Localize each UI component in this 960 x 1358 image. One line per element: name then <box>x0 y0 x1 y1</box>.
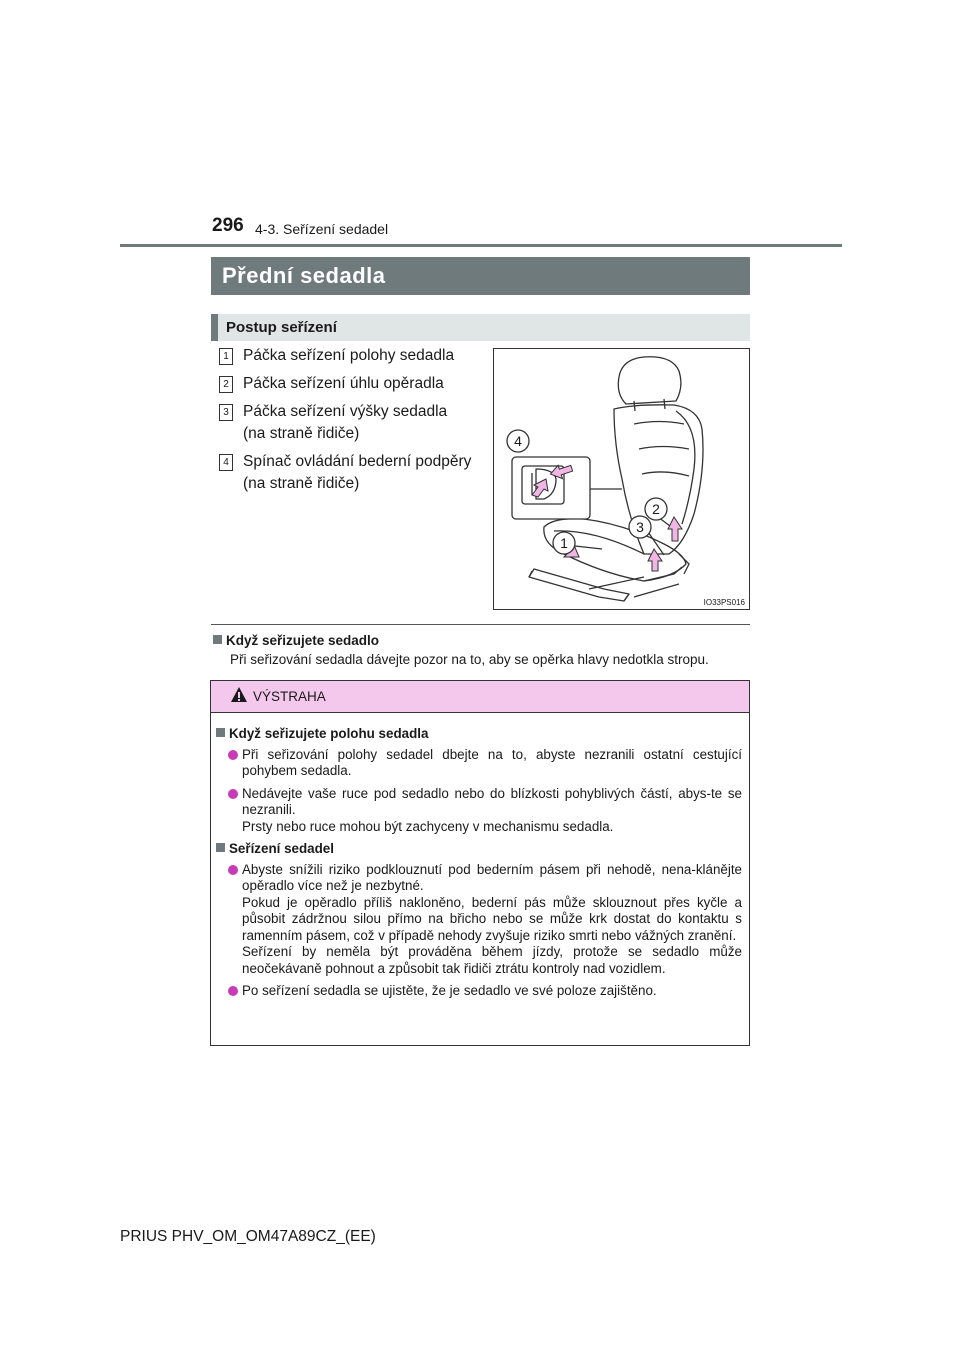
figure-code: IO33PS016 <box>703 598 745 607</box>
item-text: Páčka seřízení úhlu opěradla <box>243 375 444 392</box>
warning-bullet: Nedávejte vaše ruce pod sedadlo nebo do blízkosti pohyblivých částí, abys-te se nezranili. Prsty nebo ruce mohou být zachyceny v mechanismu sedadla. <box>216 786 742 836</box>
bullet-dot-icon <box>228 789 238 799</box>
subsection-title: Postup seřízení <box>211 314 750 341</box>
warning-bullet: Při seřizování polohy sedadel dbejte na to, abyste nezranili ostatní cestující pohybem sedadla. <box>216 747 742 780</box>
warning-label: VÝSTRAHA <box>253 689 326 704</box>
warning-content <box>211 713 749 1000</box>
section-label: 4-3. Seřízení sedadel <box>255 221 389 237</box>
warning-section-heading: Seřízení sedadel <box>216 841 742 858</box>
item-list <box>213 345 493 501</box>
warning-triangle-icon <box>230 686 248 703</box>
footer-doc-code: PRIUS PHV_OM_OM47A89CZ_(EE) <box>120 1228 376 1245</box>
item-text: (na straně řidiče) <box>243 475 360 492</box>
item-text: Páčka seřízení polohy sedadla <box>243 347 455 364</box>
square-bullet-icon <box>213 635 222 644</box>
page-title: Přední sedadla <box>211 257 750 295</box>
item-number: 4 <box>219 454 233 471</box>
bullet-dot-icon <box>228 750 238 760</box>
page-number: 296 <box>212 215 244 236</box>
note-body: Při seřizování sedadla dávejte pozor na to, aby se opěrka hlavy nedotkla stropu. <box>230 652 709 667</box>
square-bullet-icon <box>216 728 225 737</box>
item-text: (na straně řidiče) <box>243 425 360 442</box>
callout-1: 1 <box>560 535 568 551</box>
square-bullet-icon <box>216 843 225 852</box>
bullet-dot-icon <box>228 986 238 996</box>
callout-2: 2 <box>652 501 660 517</box>
seat-drawing <box>494 349 749 609</box>
note-title: Když seřizujete sedadlo <box>213 633 379 648</box>
list-item <box>213 345 493 367</box>
header-rule <box>120 244 842 247</box>
warning-section-heading: Když seřizujete polohu sedadla <box>216 726 742 743</box>
callout-3: 3 <box>636 519 644 535</box>
warning-header <box>211 681 749 713</box>
divider <box>211 624 750 625</box>
warning-bullet: Abyste snížili riziko podklouznutí pod bederním pásem při nehodě, nena-klánějte opěradlo více než je nezbytné. Pokud je opěradlo příliš nakloněno, bederní pás může sklouznout přes kyčle a působit zádržnou silou přímo na břicho nebo se může krk dostat do kontaktu s ramenním pásem, což v případě nehody zvyšuje riziko smrti nebo vážných zranění. Seřízení by neměla být prováděna během jízdy, protože se sedadlo může neočekávaně pohnout a způsobit tak řidiči ztrátu kontroly nad vozidlem. <box>216 862 742 978</box>
item-text: Páčka seřízení výšky sedadla <box>243 403 448 420</box>
item-text: Spínač ovládání bederní podpěry <box>243 453 472 470</box>
list-item <box>213 451 493 495</box>
seat-illustration <box>493 348 750 610</box>
list-item <box>213 373 493 395</box>
callout-4: 4 <box>514 433 522 449</box>
item-number: 2 <box>219 376 233 393</box>
warning-bullet: Po seřízení sedadla se ujistěte, že je sedadlo ve své poloze zajištěno. <box>216 983 742 1000</box>
item-number: 1 <box>219 348 233 365</box>
warning-box <box>210 680 750 1046</box>
list-item <box>213 401 493 445</box>
item-number: 3 <box>219 404 233 421</box>
bullet-dot-icon <box>228 865 238 875</box>
